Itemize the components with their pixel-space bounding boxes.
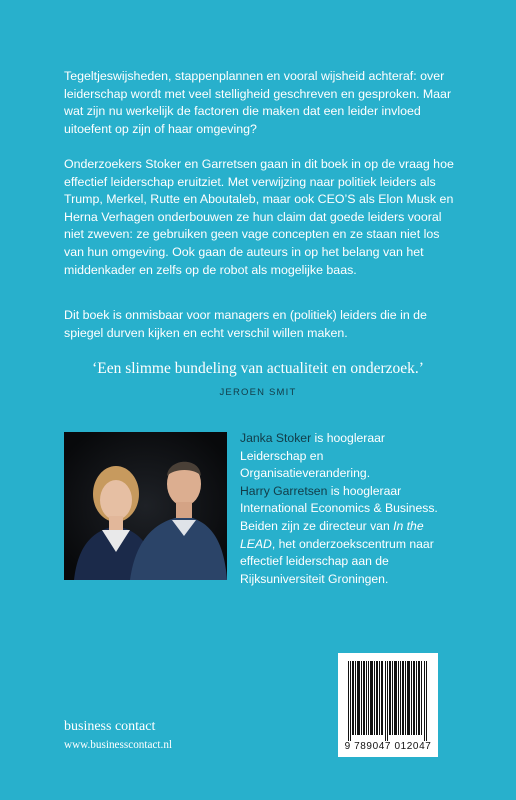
- blurb-paragraph-3: Dit boek is onmisbaar voor managers en (politiek) leiders die in de spiegel durven kijken en echt verschil willen maken.: [64, 308, 427, 340]
- author-name-garretsen: Harry Garretsen: [240, 483, 328, 498]
- author-bio-stoker: is hoogleraar Leiderschap en Organisatieverandering.: [240, 431, 385, 481]
- endorsement-quote: ‘Een slimme bundeling van actualiteit en onderzoek.’: [92, 360, 424, 377]
- blurb-paragraph-2: Onderzoekers Stoker en Garretsen gaan in dit boek in op de vraag hoe effectief leiderschap eruitziet. Met verwijzing naar politiek leiders als Trump, Merkel, Rutte en Aboutaleb, maar ook CEO’S als Elon Musk en Herna Verhagen onderbouwen ze hun claim dat goede leiders vooral niet zweven: ze gebruiken geen vage concepten en ze staan niet los van hun omgeving. Ook gaan de auteurs in op het belang van het middenkader en zelfs op de robot als mogelijke baas.: [64, 157, 454, 277]
- blurb-paragraph-1: Tegeltjeswijsheden, stappenplannen en vooral wijsheid achteraf: over leiderschap wordt met veel stelligheid geschreven en gesproken. Maar wat zijn nu werkelijk de factoren die maken dat een leider invloed uitoefent op zijn of haar omgeving?: [64, 69, 452, 136]
- barcode: [338, 653, 438, 757]
- barcode-bars: [348, 661, 428, 741]
- endorsement-author: JEROEN SMIT: [219, 387, 297, 398]
- isbn-number: 9 789047 012047: [344, 741, 432, 752]
- joint-bio-suffix: , het onderzoekscentrum naar effectief leiderschap aan de Rijksuniversiteit Groningen.: [240, 536, 434, 586]
- author-bio-garretsen: is hoogleraar International Economics & Business.: [240, 483, 438, 516]
- research-center-name: In the LEAD: [240, 518, 424, 551]
- author-name-stoker: Janka Stoker: [240, 431, 312, 445]
- publisher-website[interactable]: www.businesscontact.nl: [64, 739, 173, 751]
- authors-bio: [240, 430, 454, 588]
- authors-photo: [64, 432, 227, 580]
- joint-bio-prefix: Beiden zijn ze directeur van: [240, 518, 394, 533]
- publisher-name: business contact: [64, 719, 156, 734]
